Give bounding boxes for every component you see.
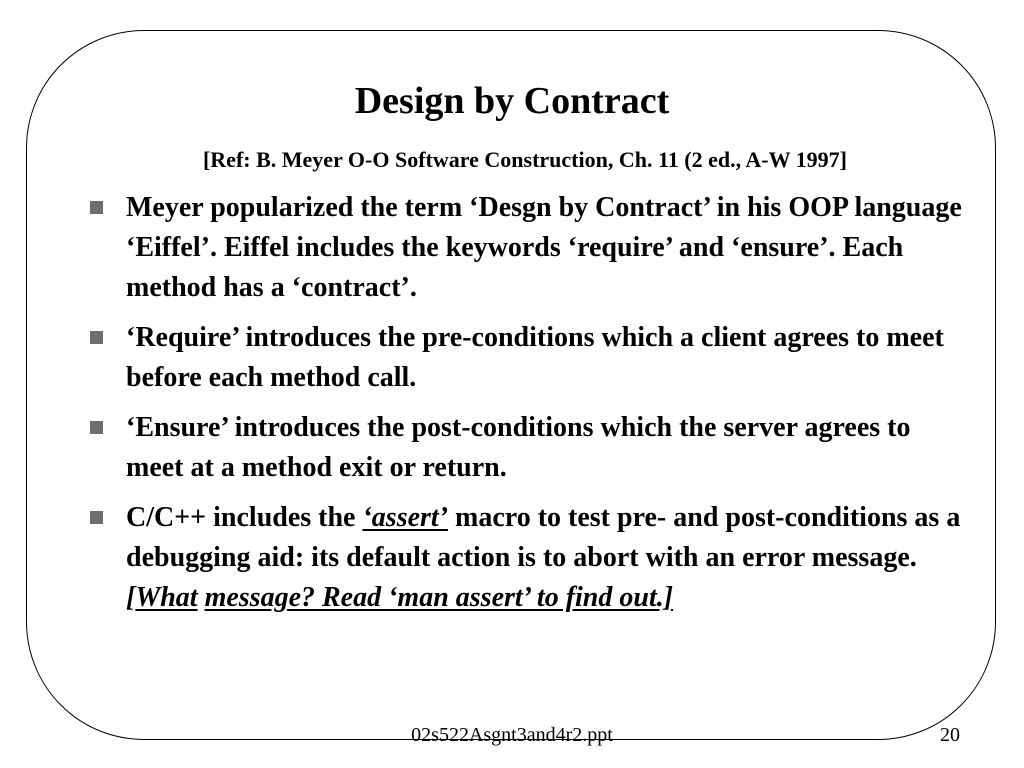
square-bullet-icon <box>90 421 103 434</box>
note-rest: message? Read ‘man assert’ to find out.] <box>204 582 674 613</box>
square-bullet-icon <box>90 201 103 214</box>
bullet-list <box>88 188 968 628</box>
bullet-text: ‘Ensure’ introduces the post-conditions which the server agrees to meet at a method exit or return. <box>126 412 911 483</box>
slide-title: Design by Contract <box>354 80 670 122</box>
bullet-text: ‘Require’ introduces the pre-conditions which a client agrees to meet before each method call. <box>126 322 944 393</box>
reference-line: [Ref: B. Meyer O-O Software Construction, Ch. 11 (2 ed., A-W 1997] <box>202 147 848 172</box>
bullet-text-part: macro to test pre- and post-conditions as a debugging aid: its default action is to abort with an error message. <box>126 502 961 573</box>
page-number: 20 <box>940 724 960 746</box>
bullet-item <box>88 408 968 488</box>
square-bullet-icon <box>90 331 103 344</box>
bullet-text-part: C/C++ includes the <box>126 502 363 533</box>
note-what: What <box>135 582 198 613</box>
note-bracket: [ <box>126 582 136 613</box>
footer-filename: 02s522Asgnt3and4r2.ppt <box>411 724 613 746</box>
square-bullet-icon <box>90 511 103 524</box>
assert-term: ‘assert’ <box>362 502 449 533</box>
bullet-item <box>88 318 968 398</box>
bullet-text: Meyer popularized the term ‘Desgn by Contract’ in his OOP language ‘Eiffel’. Eiffel includes the keywords ‘require’ and ‘ensure’. Each method has a ‘contract’. <box>126 192 962 303</box>
bullet-item <box>88 188 968 308</box>
bullet-item <box>88 498 968 618</box>
